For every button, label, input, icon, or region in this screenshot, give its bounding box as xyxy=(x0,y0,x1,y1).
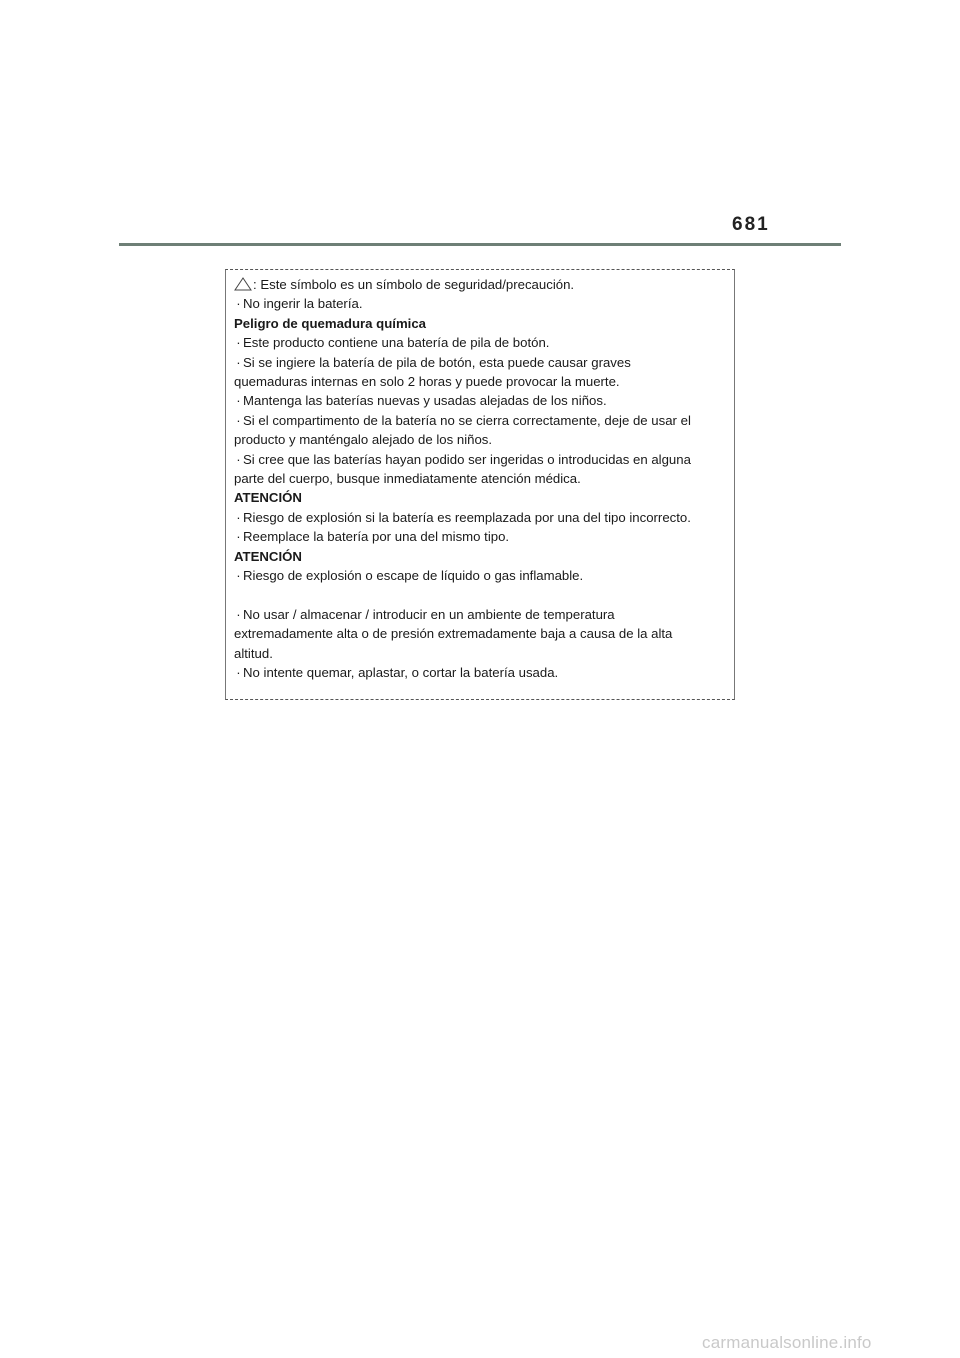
bullet-dot-icon: · xyxy=(236,665,241,681)
blank-line xyxy=(234,586,724,605)
battery-warning-content xyxy=(234,275,724,683)
bullet-text: Mantenga las baterías nuevas y usadas alejadas de los niños. xyxy=(243,393,607,409)
bullet-item xyxy=(234,527,724,546)
bullet-text: No intente quemar, aplastar, o cortar la batería usada. xyxy=(243,665,559,681)
header-rule xyxy=(119,243,841,246)
bullet-item xyxy=(234,450,724,469)
continuation-line: extremadamente alta o de presión extremadamente baja a causa de la alta xyxy=(234,626,673,642)
continuation-line: parte del cuerpo, busque inmediatamente atención médica. xyxy=(234,471,581,487)
battery-warning-box xyxy=(225,269,735,700)
bullet-item xyxy=(234,353,724,372)
bullet-text: No usar / almacenar / introducir en un ambiente de temperatura xyxy=(243,606,615,622)
bullet-text: Riesgo de explosión si la batería es reemplazada por una del tipo incorrecto. xyxy=(243,509,691,525)
warning-triangle-icon xyxy=(234,277,252,291)
bullet-item xyxy=(234,294,724,313)
bullet-item xyxy=(234,566,724,585)
continuation-line: quemaduras internas en solo 2 horas y puede provocar la muerte. xyxy=(234,374,620,390)
bullet-text: Si el compartimento de la batería no se cierra correctamente, deje de usar el xyxy=(243,412,691,428)
safety-symbol-line xyxy=(234,275,724,294)
bullet-dot-icon: · xyxy=(236,451,241,467)
warning-heading: ATENCIÓN xyxy=(234,548,302,564)
bullet-text: Riesgo de explosión o escape de líquido o gas inflamable. xyxy=(243,568,584,584)
bullet-item xyxy=(234,508,724,527)
bullet-text: Reemplace la batería por una del mismo tipo. xyxy=(243,529,510,545)
continuation-line: producto y manténgalo alejado de los niños. xyxy=(234,432,493,448)
bullet-dot-icon: · xyxy=(236,529,241,545)
continuation-line: altitud. xyxy=(234,645,273,661)
bullet-dot-icon: · xyxy=(236,354,241,370)
bullet-item xyxy=(234,333,724,352)
page-number: 681 xyxy=(732,214,770,235)
bullet-dot-icon: · xyxy=(236,568,241,584)
bullet-dot-icon: · xyxy=(236,606,241,622)
bullet-item xyxy=(234,411,724,430)
bullet-item xyxy=(234,663,724,682)
bullet-dot-icon: · xyxy=(236,412,241,428)
bullet-text: Si cree que las baterías hayan podido ser ingeridas o introducidas en alguna xyxy=(243,451,691,467)
safety-symbol-text: : Este símbolo es un símbolo de seguridad/precaución. xyxy=(253,277,575,292)
bullet-dot-icon: · xyxy=(236,509,241,525)
bullet-text: No ingerir la batería. xyxy=(243,296,363,312)
bullet-text: Si se ingiere la batería de pila de botón, esta puede causar graves xyxy=(243,354,631,370)
bullet-dot-icon: · xyxy=(236,335,241,351)
warning-heading: Peligro de quemadura química xyxy=(234,315,426,331)
bullet-text: Este producto contiene una batería de pila de botón. xyxy=(243,335,550,351)
bullet-dot-icon: · xyxy=(236,296,241,312)
bullet-dot-icon: · xyxy=(236,393,241,409)
watermark: carmanualsonline.info xyxy=(702,1333,872,1352)
bullet-item xyxy=(234,605,724,624)
bullet-item xyxy=(234,391,724,410)
warning-heading: ATENCIÓN xyxy=(234,490,302,506)
